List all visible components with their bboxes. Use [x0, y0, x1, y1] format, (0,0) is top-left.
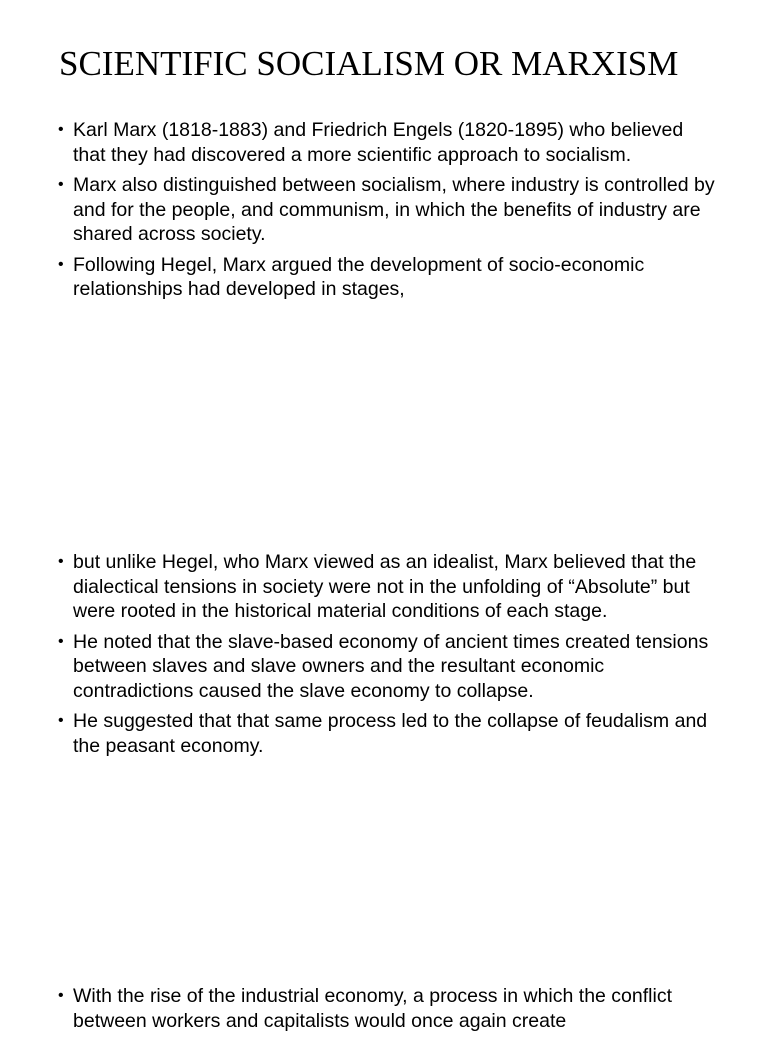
bullet-item: • With the rise of the industrial economy, a process in which the conflict between workers and capitalists would once again create: [58, 984, 718, 1033]
bullet-list: [58, 984, 718, 1039]
bullet-list: [58, 550, 718, 764]
slide-title: SCIENTIFIC SOCIALISM OR MARXISM: [59, 44, 679, 83]
bullet-item: • Karl Marx (1818-1883) and Friedrich Engels (1820-1895) who believed that they had discovered a more scientific approach to socialism.: [58, 118, 718, 167]
bullet-item: • Marx also distinguished between socialism, where industry is controlled by and for the people, and communism, in which the benefits of industry are shared across society.: [58, 173, 718, 247]
bullet-item: • Following Hegel, Marx argued the development of socio-economic relationships had developed in stages,: [58, 253, 718, 302]
bullet-item: • but unlike Hegel, who Marx viewed as an idealist, Marx believed that the dialectical tensions in society were not in the unfolding of “Absolute” but were rooted in the historical material conditions of each stage.: [58, 550, 718, 624]
bullet-item: • He suggested that that same process led to the collapse of feudalism and the peasant economy.: [58, 709, 718, 758]
bullet-item: • He noted that the slave-based economy of ancient times created tensions between slaves and slave owners and the resultant economic contradictions caused the slave economy to collapse.: [58, 630, 718, 704]
bullet-list: [58, 118, 718, 308]
